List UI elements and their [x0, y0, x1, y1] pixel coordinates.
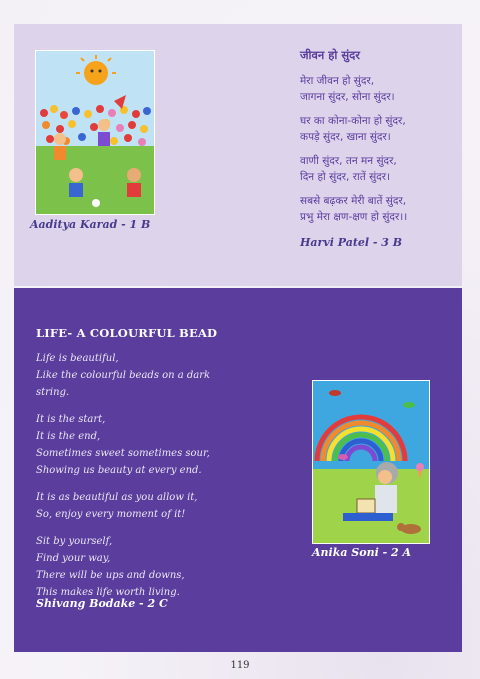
- poem-line: Sit by yourself,: [36, 536, 113, 547]
- hindi-stanza: [300, 73, 460, 105]
- poem-line: There will be ups and downs,: [36, 570, 185, 581]
- poem-line: It is the end,: [36, 431, 101, 442]
- bottom-drawing-caption: Anika Soni - 2 A: [312, 546, 411, 559]
- poem-line: वाणी सुंदर, तन मन सुंदर,: [300, 155, 397, 167]
- poem-line: string.: [36, 387, 70, 398]
- poem-line: Like the colourful beads on a dark: [36, 370, 211, 381]
- poem-line: This makes life worth living.: [36, 587, 180, 598]
- poem-line: It is as beautiful as you allow it,: [36, 492, 198, 503]
- english-stanza: [36, 350, 256, 401]
- english-stanza: [36, 489, 256, 523]
- poem-line: घर का कोना-कोना हो सुंदर,: [300, 115, 406, 127]
- poem-line: जागना सुंदर, सोना सुंदर।: [300, 91, 395, 103]
- english-stanza: [36, 533, 256, 601]
- poem-line: So, enjoy every moment of it!: [36, 509, 186, 520]
- english-poem-author: Shivang Bodake - 2 C: [36, 597, 168, 610]
- english-poem: [36, 326, 256, 611]
- poem-line: कपड़े सुंदर, खाना सुंदर।: [300, 131, 391, 143]
- poem-line: दिन हो सुंदर, रातें सुंदर।: [300, 171, 391, 183]
- english-stanza: [36, 411, 256, 479]
- poem-line: Life is beautiful,: [36, 353, 119, 364]
- hindi-poem-author: Harvi Patel - 3 B: [300, 236, 403, 249]
- top-drawing-caption: Aaditya Karad - 1 B: [30, 218, 151, 231]
- english-poem-title: LIFE- A COLOURFUL BEAD: [36, 326, 218, 340]
- poem-line: मेरा जीवन हो सुंदर,: [300, 75, 375, 87]
- poem-line: Showing us beauty at every end.: [36, 465, 202, 476]
- poem-line: सबसे बढ़कर मेरी बातें सुंदर,: [300, 195, 407, 207]
- poem-line: Find your way,: [36, 553, 111, 564]
- hindi-poem-title: जीवन हो सुंदर: [300, 48, 360, 62]
- hindi-stanza: [300, 113, 460, 145]
- children-playing-drawing: [35, 50, 155, 215]
- poem-line: It is the start,: [36, 414, 106, 425]
- hindi-stanza: [300, 153, 460, 185]
- girl-reading-drawing: [312, 380, 430, 544]
- hindi-stanza: [300, 193, 460, 225]
- page-number: 119: [230, 660, 250, 671]
- hindi-poem: [300, 48, 460, 233]
- poem-line: प्रभु मेरा क्षण-क्षण हो सुंदर।।: [300, 211, 408, 223]
- poem-line: Sometimes sweet sometimes sour,: [36, 448, 210, 459]
